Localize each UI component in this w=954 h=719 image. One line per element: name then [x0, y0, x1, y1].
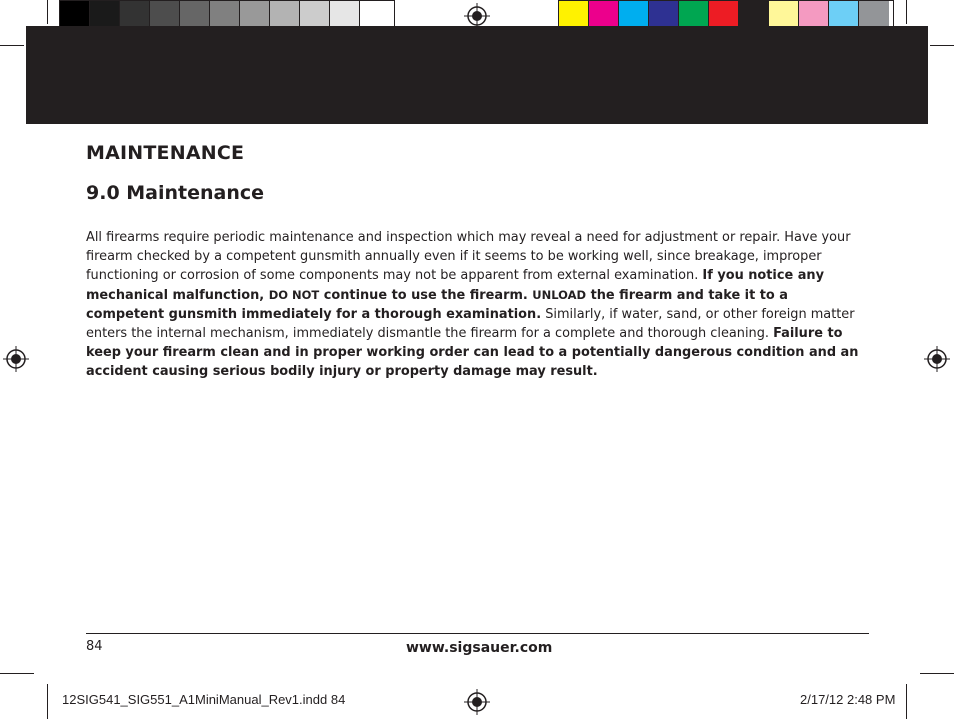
page-number: 84: [86, 639, 103, 654]
registration-mark-icon: [464, 689, 490, 715]
registration-mark-icon: [3, 346, 29, 372]
registration-mark-icon: [464, 3, 490, 29]
warning-text-caps: DO NOT: [268, 287, 320, 302]
warning-text-caps: UNLOAD: [532, 287, 587, 302]
registration-mark-icon: [924, 346, 950, 372]
subsection-title: 9.0 Maintenance: [86, 182, 265, 204]
footer-url-link[interactable]: www.sigsauer.com: [406, 640, 553, 656]
maintenance-paragraph: [86, 228, 861, 382]
warning-text: If you notice any mechanical malfunction,: [86, 268, 825, 303]
header-band: [26, 26, 928, 124]
section-title: MAINTENANCE: [86, 142, 245, 164]
paragraph-text: All firearms require periodic maintenance and inspection which may reveal a need for adjustment or repair. Have your firearm checked by a competent gunsmith annually even if it seems to be working well, since breakage, improper functioning or corrosion of some components may not be apparent from external examination.: [86, 230, 851, 284]
slug-datetime: 2/17/12 2:48 PM: [800, 692, 896, 707]
footer-rule: [86, 633, 869, 634]
warning-text: the firearm and take it to a competent gunsmith immediately for a thorough examination.: [86, 287, 788, 322]
slug-filename: 12SIG541_SIG551_A1MiniManual_Rev1.indd 84: [62, 692, 346, 707]
warning-text: continue to use the firearm.: [319, 287, 533, 303]
warning-text: Failure to keep your firearm clean and in proper working order can lead to a potentially dangerous condition and an accident causing serious bodily injury or property damage may result.: [86, 326, 859, 380]
paragraph-text: Similarly, if water, sand, or other foreign matter enters the internal mechanism, immediately dismantle the firearm for a complete and thorough cleaning.: [86, 306, 855, 342]
